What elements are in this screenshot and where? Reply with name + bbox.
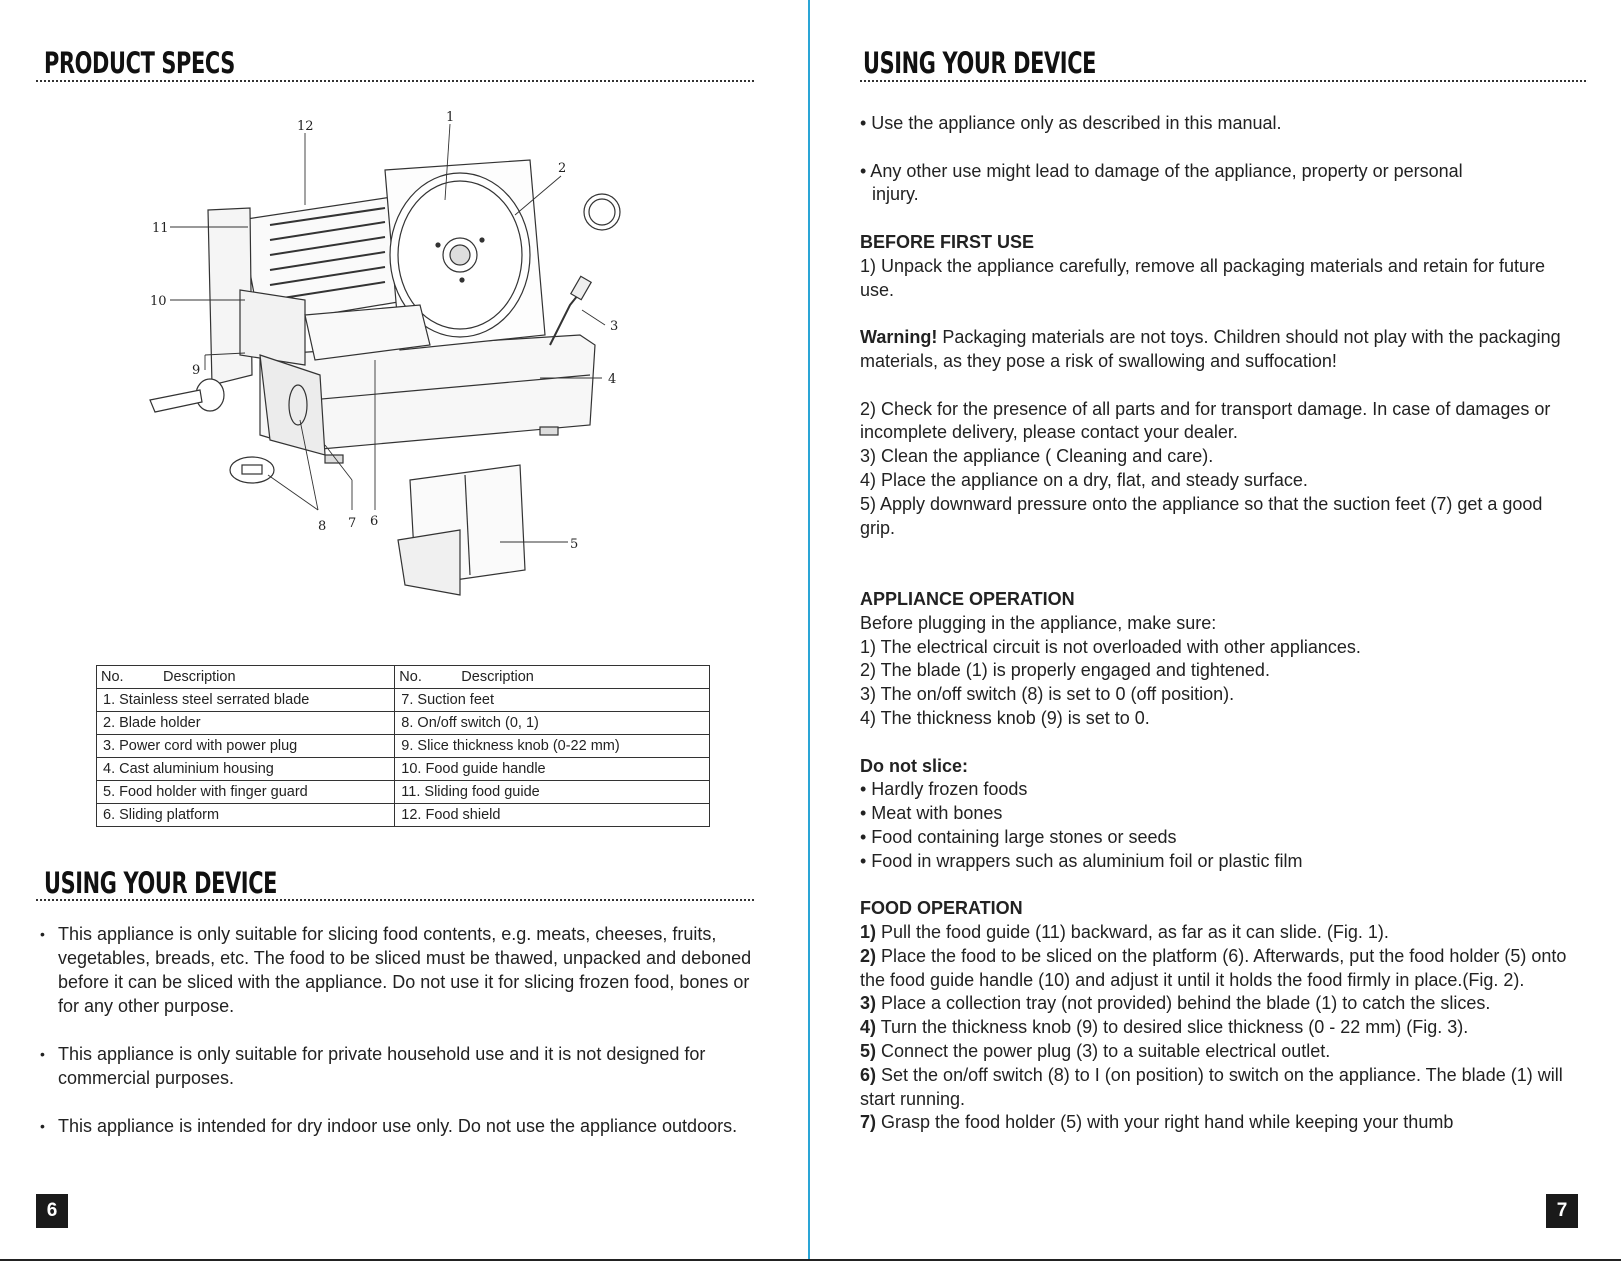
list-item: • This appliance is intended for dry indoor use only. Do not use the appliance outdoors. <box>38 1114 768 1138</box>
list-item: • Hardly frozen foods <box>860 779 1028 800</box>
callout-10: 10 <box>150 294 167 309</box>
callout-1: 1 <box>446 110 455 125</box>
list-item: 4) The thickness knob (9) is set to 0. <box>860 707 1150 728</box>
intro-line: injury. <box>872 184 919 205</box>
table-cell: 4. Cast aluminium housing <box>97 758 395 781</box>
callout-9: 9 <box>192 363 201 378</box>
do-not-slice-title: Do not slice: <box>860 755 969 776</box>
step-text: 3) Clean the appliance ( Cleaning and care). <box>860 446 1214 467</box>
left-page <box>0 0 808 1261</box>
on-off-switch <box>230 457 274 483</box>
using-device-heading-right: USING YOUR DEVICE <box>863 46 1097 80</box>
callout-12: 12 <box>297 119 314 134</box>
appliance-operation-title: APPLIANCE OPERATION <box>860 588 1075 609</box>
using-device-heading-left: USING YOUR DEVICE <box>44 866 278 900</box>
food-operation-title: FOOD OPERATION <box>860 898 1023 919</box>
heading-rule <box>860 80 1586 82</box>
table-cell: 3. Power cord with power plug <box>97 735 395 758</box>
right-page <box>812 0 1621 1261</box>
warning-text: Warning! Packaging materials are not toys. Children should not play with the packaging materials, as they pose a risk of swallowing and suffocation! <box>860 327 1561 371</box>
step-text: 4) Place the appliance on a dry, flat, and steady surface. <box>860 469 1308 490</box>
table-cell: 11. Sliding food guide <box>395 781 710 804</box>
table-cell: 5. Food holder with finger guard <box>97 781 395 804</box>
list-item: 3) The on/off switch (8) is set to 0 (off position). <box>860 684 1235 705</box>
callout-4: 4 <box>608 372 617 387</box>
page-divider <box>808 0 810 1261</box>
table-cell: 9. Slice thickness knob (0-22 mm) <box>395 735 710 758</box>
heading-rule <box>36 80 754 82</box>
table-cell: 6. Sliding platform <box>97 804 395 827</box>
callout-5: 5 <box>570 537 579 552</box>
intro-line: • Use the appliance only as described in this manual. <box>860 113 1282 133</box>
step-text: 1) Unpack the appliance carefully, remove all packaging materials and retain for future use. <box>860 255 1546 300</box>
table-header-row <box>97 666 710 689</box>
table-cell: 12. Food shield <box>395 804 710 827</box>
table-row <box>97 712 710 735</box>
table-row <box>97 735 710 758</box>
callout-7: 7 <box>348 516 357 531</box>
usage-bullets <box>38 922 768 1162</box>
slicer-diagram <box>120 100 660 630</box>
parts-table <box>96 665 710 827</box>
heading-rule <box>36 899 754 901</box>
callout-3: 3 <box>610 319 619 334</box>
food-step: 1) Pull the food guide (11) backward, as far as it can slide. (Fig. 1). <box>860 922 1389 943</box>
step-text: 5) Apply downward pressure onto the appliance so that the suction feet (7) get a good grip. <box>860 493 1543 538</box>
list-item: 1) The electrical circuit is not overloaded with other appliances. <box>860 636 1361 657</box>
table-cell: 8. On/off switch (0, 1) <box>395 712 710 735</box>
table-cell: 7. Suction feet <box>395 689 710 712</box>
step-text: 2) Check for the presence of all parts and for transport damage. In case of damages or incomplete delivery, please contact your dealer. <box>860 398 1551 443</box>
food-step: 3) Place a collection tray (not provided) behind the blade (1) to catch the slices. <box>860 993 1491 1014</box>
table-row <box>97 804 710 827</box>
right-body <box>860 112 1570 1135</box>
list-item: • This appliance is only suitable for slicing food contents, e.g. meats, cheeses, fruits, vegetables, breads, etc. The food to be sliced must be thawed, unpacked and deboned before it can be sliced with the appliance. Do not use it for slicing frozen food, bones or for any other purpose. <box>38 922 768 1018</box>
list-item: • Meat with bones <box>860 803 1003 824</box>
food-guide-handle <box>240 290 305 365</box>
food-step: 7) Grasp the food holder (5) with your right hand while keeping your thumb <box>860 1112 1454 1133</box>
warning-label: Warning! <box>860 327 938 348</box>
table-row <box>97 689 710 712</box>
callout-2: 2 <box>558 161 567 176</box>
table-header-cell: No. Description <box>395 666 710 689</box>
table-row <box>97 758 710 781</box>
callout-11: 11 <box>152 221 169 236</box>
table-header-cell: No. Description <box>97 666 395 689</box>
page-number-left: 6 <box>36 1194 68 1228</box>
intro-line: • Any other use might lead to damage of the appliance, property or personal <box>860 160 1463 181</box>
list-item: 2) The blade (1) is properly engaged and tightened. <box>860 660 1270 681</box>
operation-intro: Before plugging in the appliance, make sure: <box>860 612 1217 633</box>
food-step: 4) Turn the thickness knob (9) to desired slice thickness (0 - 22 mm) (Fig. 3). <box>860 1017 1469 1038</box>
table-cell: 10. Food guide handle <box>395 758 710 781</box>
food-step: 2) Place the food to be sliced on the platform (6). Afterwards, put the food holder (5) onto the food guide handle (10) and adjust it until it holds the food firmly in place.(Fig. 2). <box>860 945 1567 990</box>
list-item: • This appliance is only suitable for private household use and it is not designed for commercial purposes. <box>38 1042 768 1090</box>
list-item: • Food in wrappers such as aluminium foil or plastic film <box>860 850 1303 871</box>
table-row <box>97 781 710 804</box>
food-step: 6) Set the on/off switch (8) to I (on position) to switch on the appliance. The blade (1) will start running. <box>860 1064 1563 1109</box>
callout-8: 8 <box>318 519 327 534</box>
callout-6: 6 <box>370 514 379 529</box>
before-first-use-title: BEFORE FIRST USE <box>860 231 1035 252</box>
food-step: 5) Connect the power plug (3) to a suitable electrical outlet. <box>860 1041 1331 1062</box>
list-item: • Food containing large stones or seeds <box>860 826 1177 847</box>
table-cell: 1. Stainless steel serrated blade <box>97 689 395 712</box>
product-specs-heading: PRODUCT SPECS <box>44 46 235 80</box>
table-cell: 2. Blade holder <box>97 712 395 735</box>
page-number-right: 7 <box>1546 1194 1578 1228</box>
